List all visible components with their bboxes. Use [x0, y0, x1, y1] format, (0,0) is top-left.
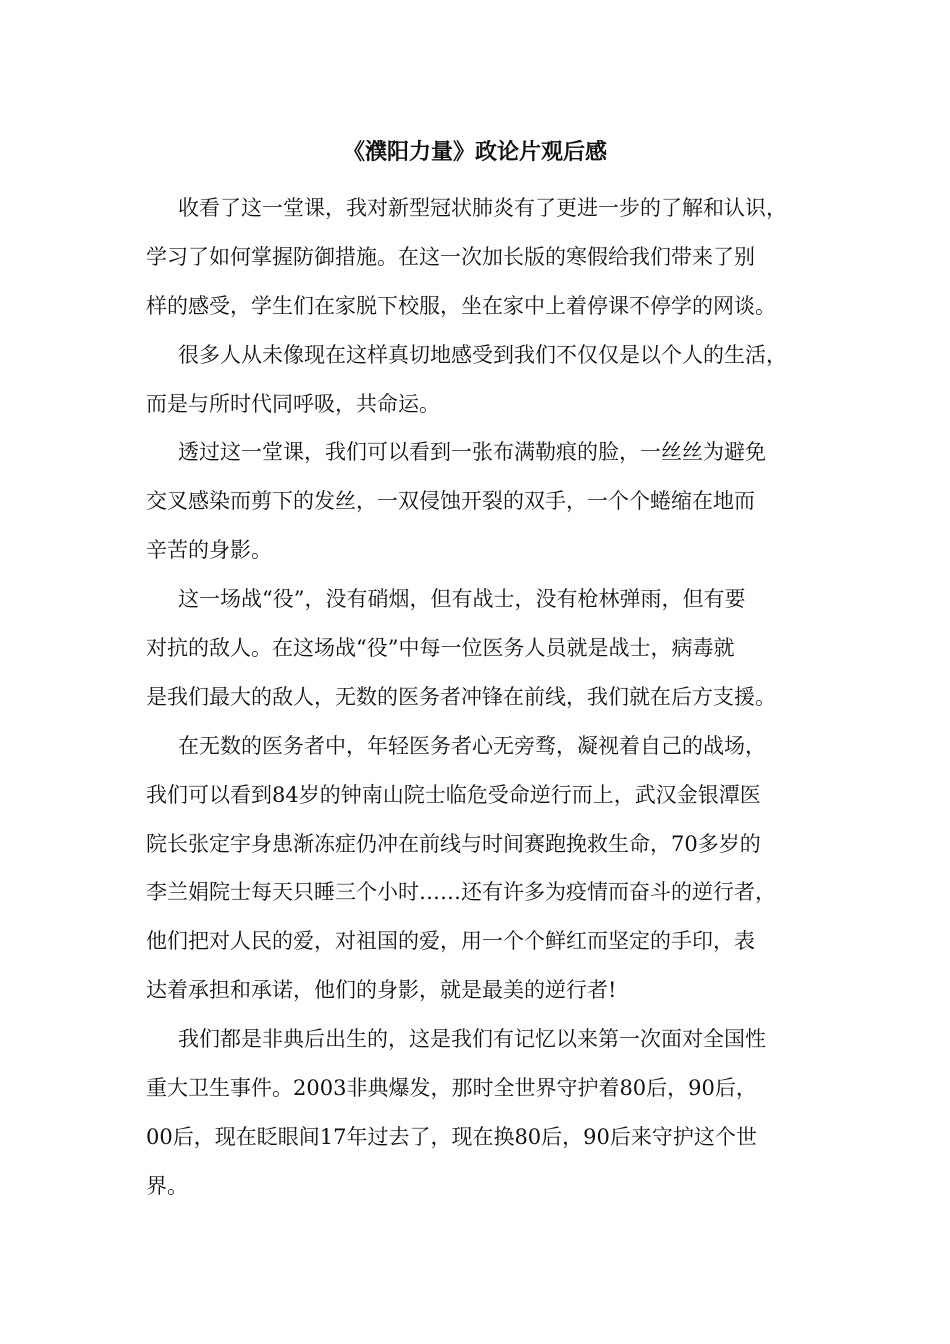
text-line: 他们把对人民的爱，对祖国的爱，用一个个鲜红而坚定的手印，表	[146, 929, 755, 954]
text-line: 样的感受，学生们在家脱下校服，坐在家中上着停课不停学的网谈。	[146, 293, 776, 318]
text-line: 对抗的敌人。在这场战“役”中每一位医务人员就是战士，病毒就	[146, 636, 735, 661]
text-line: 院长张定宇身患渐冻症仍冲在前线与时间赛跑挽救生命，70多岁的	[146, 831, 761, 856]
text-line: 达着承担和承诺，他们的身影，就是最美的逆行者!	[146, 978, 617, 1003]
text-line: 很多人从未像现在这样真切地感受到我们不仅仅是以个人的生活，	[178, 342, 787, 367]
text-line: 透过这一堂课，我们可以看到一张布满勒痕的脸，一丝丝为避免	[178, 440, 766, 465]
text-line: 交叉感染而剪下的发丝，一双侵蚀开裂的双手，一个个蜷缩在地而	[146, 489, 755, 514]
document-body	[146, 184, 814, 1211]
text-line: 而是与所时代同呼吸，共命运。	[146, 391, 440, 416]
text-line: 我们都是非典后出生的，这是我们有记忆以来第一次面对全国性	[178, 1027, 766, 1052]
text-line: 在无数的医务者中，年轻医务者心无旁骛，凝视着自己的战场，	[178, 733, 766, 758]
text-line: 学习了如何掌握防御措施。在这一次加长版的寒假给我们带来了别	[146, 244, 755, 269]
text-line: 00后，现在眨眼间17年过去了，现在换80后，90后来守护这个世	[146, 1124, 757, 1149]
text-line: 这一场战“役”，没有硝烟，但有战士，没有枪林弹雨，但有要	[178, 587, 746, 612]
text-line: 重大卫生事件。2003非典爆发，那时全世界守护着80后，90后，	[146, 1076, 757, 1101]
document-title: 《濮阳力量》政论片观后感	[342, 139, 607, 165]
text-line: 收看了这一堂课，我对新型冠状肺炎有了更进一步的了解和认识，	[178, 196, 787, 220]
text-line: 界。	[146, 1173, 188, 1198]
text-line: 是我们最大的敌人，无数的医务者冲锋在前线，我们就在后方支援。	[146, 684, 776, 709]
text-line: 辛苦的身影。	[146, 538, 272, 563]
text-line: 李兰娟院士每天只睡三个小时……还有许多为疫情而奋斗的逆行者，	[146, 880, 776, 905]
text-line: 我们可以看到84岁的钟南山院士临危受命逆行而上，武汉金银潭医	[146, 782, 761, 807]
